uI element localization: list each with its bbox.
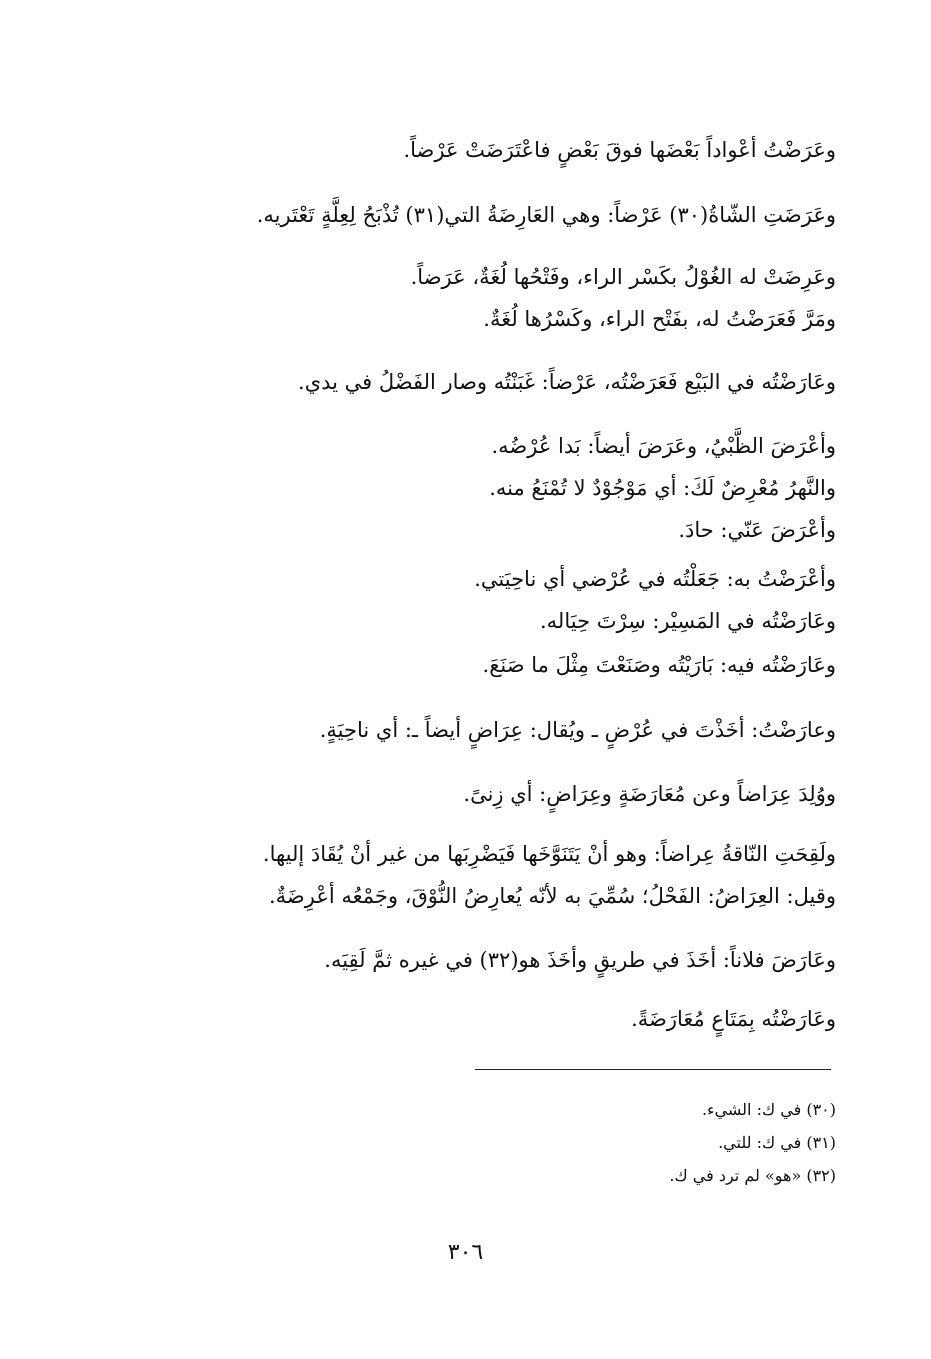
text-line-9: وأعْرَضْتُ به: جَعَلْتُه في عُرْضي أي ناحِيَتي. — [474, 567, 836, 591]
text-line-12: وعارَضْتُ: أخَذْتَ في عُرْضٍ ـ ويُقال: عِرَاضٍ أيضاً ـ: أي ناحِيَةٍ. — [319, 718, 836, 742]
footnote-30: (٣٠) في ك: الشيء. — [701, 1100, 836, 1119]
footnote-32: (٣٢) «هو» لم ترد في ك. — [669, 1166, 836, 1185]
text-line-6: وأعْرَضَ الظَّبْيُ، وعَرَضَ أيضاً: بَدا عُرْضُه. — [491, 434, 836, 458]
text-line-5: وعَارَضْتُه في البَيْع فَعَرَضْتُه، عَرْضاً: غَبَنْتُه وصار الفَضْلُ في يدي. — [298, 370, 836, 394]
text-line-2: وعَرَضَتِ الشّاةُ(٣٠) عَرْضاً: وهي العَارِضَةُ التي(٣١) تُذْبَحُ لِعِلَّةٍ تَعْتَريه. — [256, 203, 836, 227]
text-line-17: وعَارَضْتُه بِمَتَاعٍ مُعَارَضَةً. — [631, 1007, 836, 1031]
text-line-13: ووُلِدَ عِرَاضاً وعن مُعَارَضَةٍ وعِرَاضٍ: أي زِنىً. — [463, 782, 836, 806]
text-line-15: وقيل: العِرَاضُ: الفَحْلُ؛ سُمِّيَ به لأنّه يُعارِضُ النُّوْقَ، وجَمْعُه أعْرِضَةٌ. — [269, 884, 836, 908]
text-line-8: وأعْرَضَ عَنّي: حادَ. — [678, 518, 836, 542]
text-line-11: وعَارَضْتُه فيه: بَارَيْتُه وصَنَعْتَ مِثْلَ ما صَنَعَ. — [482, 653, 836, 677]
text-line-7: والنَّهرُ مُعْرِضٌ لَكَ: أي مَوْجُوْدٌ لا تُمْنَعُ منه. — [489, 476, 836, 500]
text-line-4: ومَرَّ فَعَرَضْتُ له، بفَتْح الراء، وكَسْرُها لُغَةٌ. — [483, 307, 836, 331]
text-line-10: وعَارَضْتُه في المَسِيْر: سِرْتَ حِيَاله. — [540, 609, 836, 633]
footnote-divider — [475, 1069, 831, 1070]
text-line-1: وعَرَضْتُ أعْواداً بَعْضَها فوقَ بَعْضٍ فاعْتَرَضَتْ عَرْضاً. — [403, 138, 836, 162]
footnote-31: (٣١) في ك: للتي. — [718, 1133, 836, 1152]
page-number: ٣٠٦ — [447, 1240, 484, 1265]
text-line-3: وعَرِضَتْ له الغُوْلُ بكَسْر الراء، وفَتْحُها لُغَةٌ، عَرَضاً. — [410, 265, 836, 289]
text-line-16: وعَارَضَ فلاناً: أخَذَ في طريقٍ وأخَذَ هو(٣٢) في غيره ثمَّ لَقِيَه. — [324, 948, 836, 972]
text-line-14: ولَقِحَتِ النّاقةُ عِراضاً: وهو أنْ يَتَنَوَّخَها فَيَضْرِبَها من غير أنْ يُقَادَ إليها. — [262, 842, 836, 866]
